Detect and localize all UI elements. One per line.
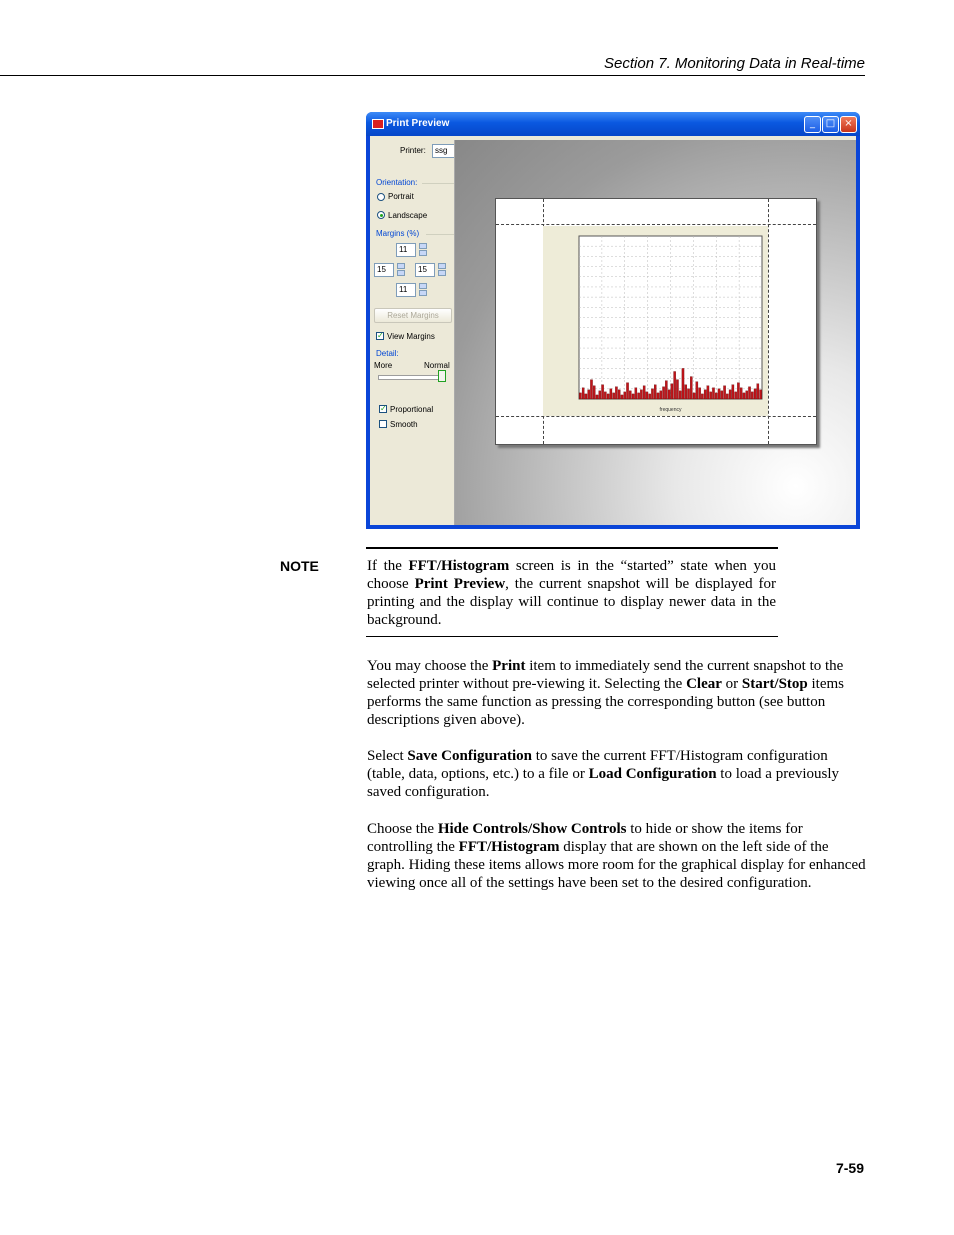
histogram-bar bbox=[671, 384, 673, 399]
view-margins-label: View Margins bbox=[387, 332, 435, 341]
histogram-bar bbox=[665, 381, 667, 399]
smooth-label: Smooth bbox=[390, 420, 418, 429]
histogram-bar bbox=[640, 390, 642, 399]
histogram-bar bbox=[668, 390, 670, 399]
app-icon bbox=[372, 119, 384, 129]
histogram-bar bbox=[685, 385, 687, 399]
landscape-radio[interactable] bbox=[377, 211, 385, 219]
detail-label: Detail: bbox=[376, 349, 399, 358]
histogram-bar bbox=[676, 380, 678, 399]
histogram-bar bbox=[737, 383, 739, 399]
smooth-checkbox[interactable] bbox=[379, 420, 387, 428]
histogram-bar bbox=[657, 393, 659, 399]
histogram-bar bbox=[693, 393, 695, 399]
histogram-bar bbox=[588, 390, 590, 399]
preview-x-axis-label: frequency bbox=[659, 407, 682, 413]
note-label: NOTE bbox=[280, 558, 319, 574]
histogram-bar bbox=[638, 393, 640, 399]
histogram-bar bbox=[596, 395, 598, 399]
histogram-bar bbox=[732, 385, 734, 399]
histogram-bar bbox=[579, 393, 581, 399]
histogram-bar bbox=[632, 394, 634, 399]
histogram-bar bbox=[710, 392, 712, 399]
note-bottom-rule bbox=[366, 636, 778, 637]
paragraph-controls: Choose the Hide Controls/Show Controls to hide or show the items for controlling the FFT/Histogram display that are shown on the left side of the graph. Hiding these items allows more room for the graphical display for enhanced viewing once all of the settings have been set to the desired configuration. bbox=[367, 821, 866, 891]
histogram-bar bbox=[690, 377, 692, 399]
margin-top-spinner[interactable] bbox=[419, 243, 427, 257]
preview-area bbox=[454, 140, 856, 525]
histogram-bar bbox=[718, 389, 720, 399]
portrait-label: Portrait bbox=[388, 192, 414, 201]
histogram-bar bbox=[660, 391, 662, 399]
margins-label: Margins (%) bbox=[376, 229, 420, 238]
histogram-bar bbox=[743, 393, 745, 399]
histogram-bar bbox=[699, 388, 701, 399]
histogram-bar bbox=[649, 394, 651, 399]
histogram-bar bbox=[646, 392, 648, 399]
histogram-bar bbox=[615, 387, 617, 399]
histogram-bar bbox=[721, 391, 723, 399]
histogram-bar bbox=[651, 389, 653, 399]
histogram-bar bbox=[626, 383, 628, 399]
histogram-bar bbox=[624, 392, 626, 399]
note-top-rule bbox=[366, 547, 778, 549]
detail-normal-label: Normal bbox=[424, 361, 450, 370]
histogram-bar bbox=[618, 390, 620, 399]
header-rule bbox=[0, 75, 865, 76]
margin-left-input[interactable]: 15 bbox=[374, 263, 394, 277]
histogram-bar bbox=[757, 384, 759, 399]
reset-margins-button[interactable]: Reset Margins bbox=[374, 308, 452, 323]
histogram-bar bbox=[610, 389, 612, 399]
orientation-label: Orientation: bbox=[376, 178, 418, 187]
detail-slider-track[interactable] bbox=[378, 375, 446, 380]
page-number: 7-59 bbox=[835, 1160, 864, 1176]
printer-label: Printer: bbox=[400, 146, 426, 155]
margin-top-input[interactable]: 11 bbox=[396, 243, 416, 257]
histogram-bar bbox=[582, 388, 584, 399]
histogram-bar bbox=[599, 391, 601, 399]
view-margins-checkbox[interactable]: ✓ bbox=[377, 331, 384, 340]
histogram-bar bbox=[654, 385, 656, 399]
histogram-bar bbox=[748, 387, 750, 399]
close-icon[interactable]: × bbox=[840, 116, 857, 133]
histogram-bar bbox=[754, 389, 756, 399]
margins-group-line bbox=[426, 234, 454, 235]
histogram-bar bbox=[696, 382, 698, 399]
portrait-radio[interactable] bbox=[377, 193, 385, 201]
margin-left-spinner[interactable] bbox=[397, 263, 405, 277]
histogram-bar bbox=[629, 391, 631, 399]
margin-line-bottom bbox=[496, 416, 816, 417]
histogram-bar bbox=[740, 388, 742, 399]
print-preview-window bbox=[366, 112, 860, 529]
detail-slider-thumb[interactable] bbox=[438, 370, 446, 382]
paragraph-print: You may choose the Print item to immediately send the current snapshot to the selected printer without pre-viewing it. Selecting the Clear or Start/Stop items performs the same function as pressing the corresponding button (see button descriptions given above). bbox=[367, 658, 844, 728]
histogram-bar bbox=[682, 368, 684, 399]
landscape-label: Landscape bbox=[388, 211, 428, 220]
histogram-bar bbox=[621, 395, 623, 399]
histogram-bar bbox=[585, 394, 587, 399]
histogram-bar bbox=[607, 394, 609, 399]
histogram-bar bbox=[704, 390, 706, 399]
minimize-icon[interactable]: _ bbox=[804, 116, 821, 133]
margin-line-right bbox=[768, 199, 769, 444]
running-header: Section 7. Monitoring Data in Real-time bbox=[604, 55, 865, 72]
preview-chart bbox=[543, 226, 768, 416]
histogram-bar bbox=[715, 393, 717, 399]
histogram-bar bbox=[751, 392, 753, 399]
margin-bottom-spinner[interactable] bbox=[419, 283, 427, 297]
histogram-bar bbox=[687, 389, 689, 399]
proportional-checkbox[interactable]: ✓ bbox=[380, 404, 387, 413]
printer-value: ssg bbox=[435, 146, 448, 155]
histogram-bar bbox=[729, 390, 731, 399]
orientation-group-line bbox=[422, 183, 454, 184]
margin-right-spinner[interactable] bbox=[438, 263, 446, 277]
histogram-bar bbox=[613, 393, 615, 399]
histogram-bar bbox=[593, 386, 595, 399]
histogram-bar bbox=[746, 391, 748, 399]
margin-bottom-input[interactable]: 11 bbox=[396, 283, 416, 297]
note-text: If the FFT/Histogram screen is in the “started” state when you choose Print Preview, the current snapshot will be displayed for printing and the display will continue to display newer data in the background. bbox=[367, 558, 776, 628]
paragraph-configuration: Select Save Configuration to save the current FFT/Histogram configuration (table, data, options, etc.) to a file or Load Configuration to load a previously saved configuration. bbox=[367, 748, 840, 800]
histogram-bar bbox=[635, 388, 637, 399]
proportional-label: Proportional bbox=[390, 405, 434, 414]
histogram-bar bbox=[601, 385, 603, 399]
margin-right-input[interactable]: 15 bbox=[415, 263, 435, 277]
histogram-bar bbox=[662, 387, 664, 399]
histogram-bar bbox=[679, 391, 681, 399]
histogram-bar bbox=[723, 386, 725, 399]
title-bar bbox=[366, 112, 860, 136]
histogram-bar bbox=[701, 394, 703, 399]
histogram-bar bbox=[726, 394, 728, 399]
histogram-bar bbox=[712, 388, 714, 399]
histogram-bar bbox=[760, 390, 762, 399]
histogram-bar bbox=[674, 371, 676, 399]
histogram-bar bbox=[604, 392, 606, 399]
histogram-bar bbox=[590, 380, 592, 399]
histogram-chart bbox=[543, 226, 768, 416]
histogram-bar bbox=[707, 386, 709, 399]
histogram-bar bbox=[735, 392, 737, 399]
window-title: Print Preview bbox=[386, 118, 450, 129]
maximize-icon[interactable]: □ bbox=[822, 116, 839, 133]
detail-more-label: More bbox=[374, 361, 393, 370]
preview-page bbox=[495, 198, 817, 445]
margin-line-top bbox=[496, 224, 816, 225]
histogram-bar bbox=[643, 386, 645, 399]
